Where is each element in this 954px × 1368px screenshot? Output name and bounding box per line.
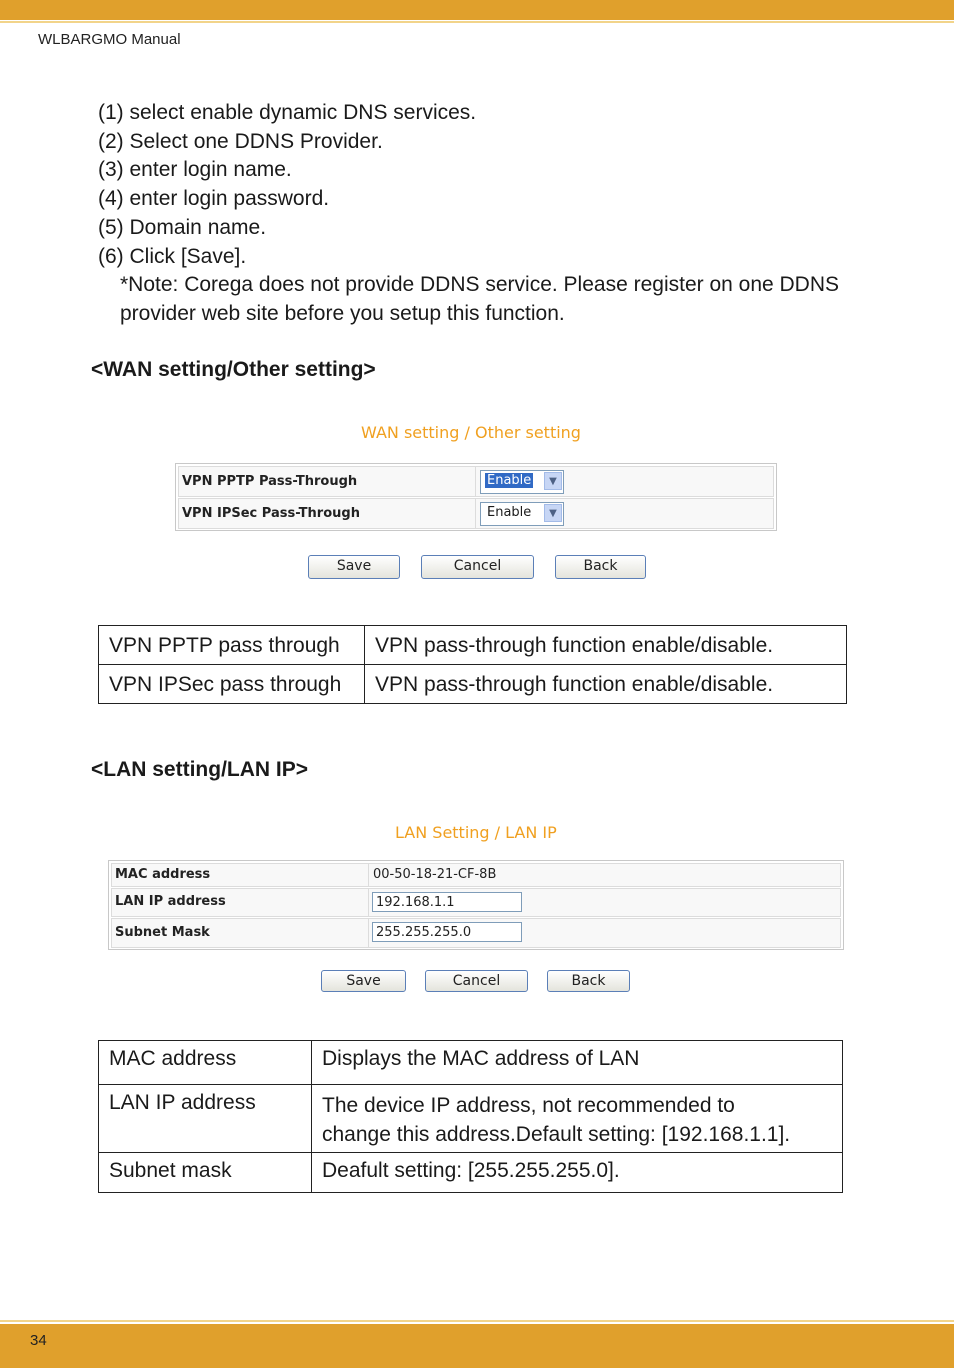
- wan-settings-table: [175, 463, 777, 531]
- top-banner: [0, 0, 954, 20]
- lan-save-button[interactable]: Save: [321, 970, 406, 992]
- wan-section-heading: <WAN setting/Other setting>: [91, 358, 376, 381]
- lan-settings-table: [108, 860, 844, 950]
- table-desc: Deafult setting: [255.255.255.0].: [312, 1153, 843, 1193]
- wan-row-pptp: [178, 466, 774, 497]
- pptp-label: VPN PPTP Pass-Through: [182, 474, 358, 489]
- chevron-down-icon[interactable]: ▼: [544, 472, 562, 490]
- step-list: [98, 99, 476, 271]
- table-row: [99, 626, 847, 665]
- wan-save-button[interactable]: Save: [308, 555, 400, 579]
- pptp-value-cell: [475, 467, 773, 496]
- wan-description-table: [98, 625, 847, 704]
- lan-ip-label: LAN IP address: [115, 894, 226, 909]
- table-row: [99, 1041, 843, 1085]
- step-item: (5) Domain name.: [98, 215, 267, 239]
- lan-row-mac: [111, 863, 841, 887]
- mac-label: MAC address: [115, 867, 211, 882]
- table-row: [99, 1153, 843, 1193]
- table-desc: VPN pass-through function enable/disable.: [365, 626, 847, 665]
- ipsec-select-value: Enable: [487, 505, 532, 520]
- lan-back-button[interactable]: Back: [547, 970, 630, 992]
- lan-screenshot-title: LAN Setting / LAN IP: [395, 823, 557, 842]
- table-desc: Displays the MAC address of LAN: [312, 1041, 843, 1085]
- step-item: (1) select enable dynamic DNS services.: [98, 101, 477, 124]
- mac-value-cell: [368, 864, 840, 886]
- step-item: (3) enter login name.: [98, 158, 292, 182]
- lan-section-heading: <LAN setting/LAN IP>: [91, 758, 309, 781]
- table-row: [99, 665, 847, 704]
- bottom-divider: [0, 1320, 954, 1322]
- lan-row-subnet: [111, 918, 841, 948]
- lan-row-ip: [111, 888, 841, 917]
- ipsec-select[interactable]: [480, 502, 564, 526]
- top-divider: [0, 21, 954, 23]
- bottom-banner: [0, 1324, 954, 1368]
- table-row: [99, 1085, 843, 1153]
- table-desc-line: change this address.Default setting: [192.168.1.1].: [322, 1123, 791, 1146]
- table-desc-line: The device IP address, not recommended to: [322, 1094, 735, 1117]
- subnet-label: Subnet Mask: [115, 925, 210, 940]
- pptp-select[interactable]: [480, 470, 564, 494]
- subnet-value-cell: [368, 919, 840, 947]
- step-item: (4) enter login password.: [98, 187, 330, 211]
- table-term: VPN IPSec pass through: [99, 665, 365, 704]
- chevron-down-icon[interactable]: ▼: [544, 504, 562, 522]
- lan-ip-input[interactable]: 192.168.1.1: [372, 892, 522, 912]
- pptp-select-value: Enable: [487, 473, 532, 488]
- ddns-note: *Note: Corega does not provide DDNS service. Please register on one DDNS provider web site before you setup this function.: [120, 273, 840, 325]
- step-item: (2) Select one DDNS Provider.: [98, 129, 383, 153]
- mac-value: 00-50-18-21-CF-8B: [373, 867, 497, 882]
- table-term: MAC address: [99, 1041, 312, 1085]
- manual-title: WLBARGMO Manual: [38, 31, 181, 48]
- table-term: LAN IP address: [99, 1085, 312, 1153]
- step-item: (6) Click [Save].: [98, 244, 247, 268]
- lan-cancel-button[interactable]: Cancel: [425, 970, 528, 992]
- subnet-input[interactable]: 255.255.255.0: [372, 922, 522, 942]
- wan-screenshot-title: WAN setting / Other setting: [361, 423, 581, 442]
- table-term: VPN PPTP pass through: [99, 626, 365, 665]
- ipsec-label: VPN IPSec Pass-Through: [182, 506, 360, 521]
- page-number: 34: [30, 1332, 47, 1349]
- wan-back-button[interactable]: Back: [555, 555, 646, 579]
- table-term: Subnet mask: [99, 1153, 312, 1193]
- ipsec-value-cell: [475, 499, 773, 528]
- table-desc: VPN pass-through function enable/disable.: [365, 665, 847, 704]
- table-desc: [312, 1085, 843, 1153]
- wan-cancel-button[interactable]: Cancel: [421, 555, 534, 579]
- lan-ip-value-cell: [368, 889, 840, 916]
- lan-description-table: [98, 1040, 843, 1193]
- wan-row-ipsec: [178, 498, 774, 529]
